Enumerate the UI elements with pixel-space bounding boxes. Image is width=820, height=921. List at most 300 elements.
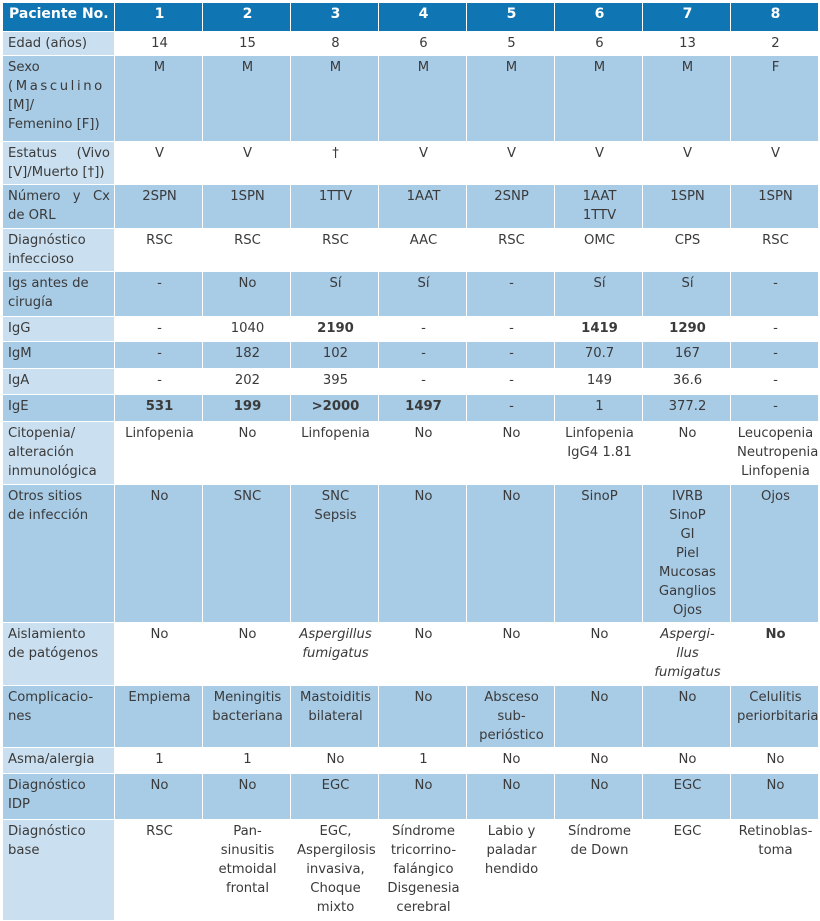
row-label-line: Aislamiento [8, 627, 86, 642]
row-label [3, 422, 115, 485]
cell-patient-3 [291, 485, 379, 623]
cell-line: toma [758, 843, 793, 858]
cell-line: Linfopenia [565, 426, 634, 441]
cell-patient-5 [467, 317, 555, 342]
row-label [3, 229, 115, 272]
header-cell-patient-3: 3 [291, 3, 379, 32]
cell-patient-4 [379, 369, 467, 395]
cell-line: Síndrome [392, 824, 455, 839]
table-row [3, 342, 819, 369]
row-label [3, 272, 115, 317]
row-label [3, 623, 115, 686]
row-label [3, 820, 115, 921]
cell-line: 6 [419, 36, 428, 51]
cell-line: No [414, 690, 433, 705]
row-label-line: Igs antes de [8, 276, 89, 291]
cell-patient-3 [291, 272, 379, 317]
cell-line: No [414, 778, 433, 793]
cell-line: 70.7 [584, 346, 615, 361]
cell-line: RSC [322, 233, 349, 248]
cell-patient-3 [291, 395, 379, 422]
cell-patient-3 [291, 686, 379, 748]
row-label-line: Citopenia/ [8, 426, 76, 441]
cell-line: - [509, 346, 514, 361]
cell-line: Aspergilosis [297, 843, 376, 858]
cell-line: GI [680, 527, 695, 542]
row-label-line: infeccioso [8, 252, 74, 267]
cell-line: Celulitis [749, 690, 802, 705]
cell-patient-2 [203, 317, 291, 342]
row-label-line: inmunológica [8, 464, 97, 479]
row-label-line: Estatus (Vivo [8, 146, 110, 161]
cell-patient-4 [379, 56, 467, 142]
cell-line: M [593, 60, 606, 75]
cell-patient-2 [203, 32, 291, 56]
cell-patient-8 [731, 623, 819, 686]
cell-patient-7 [643, 422, 731, 485]
cell-patient-7 [643, 32, 731, 56]
cell-line: - [509, 321, 514, 336]
cell-patient-5 [467, 56, 555, 142]
cell-patient-5 [467, 774, 555, 820]
cell-patient-1 [115, 623, 203, 686]
cell-line: 1040 [230, 321, 265, 336]
cell-patient-1 [115, 686, 203, 748]
cell-line: V [242, 146, 253, 161]
cell-line: cerebral [396, 900, 451, 915]
cell-line: 2SPN [142, 189, 177, 204]
cell-line: EGC, [319, 824, 352, 839]
cell-line: No [502, 627, 521, 642]
cell-line: fumigatus [654, 665, 721, 680]
cell-line: 2190 [317, 321, 354, 336]
row-label-line: IgG [8, 321, 31, 336]
cell-line: V [154, 146, 165, 161]
cell-line: Absceso sub- [484, 690, 539, 724]
cell-line: 1AAT [582, 189, 617, 204]
cell-patient-2 [203, 820, 291, 921]
cell-line: etmoidal [218, 862, 277, 877]
cell-patient-2 [203, 623, 291, 686]
cell-line: Síndrome [568, 824, 631, 839]
cell-line: 15 [239, 36, 256, 51]
cell-patient-7 [643, 272, 731, 317]
cell-patient-3 [291, 56, 379, 142]
header-cell-patient-4: 4 [379, 3, 467, 32]
cell-line: No [502, 752, 521, 767]
cell-line: No [590, 752, 609, 767]
cell-line: Sí [329, 276, 342, 291]
cell-line: EGC [673, 778, 702, 793]
header-cell-patient-1: 1 [115, 3, 203, 32]
cell-line: - [421, 373, 426, 388]
header-cell-patient-6: 6 [555, 3, 643, 32]
cell-patient-6 [555, 32, 643, 56]
cell-patient-3 [291, 32, 379, 56]
cell-patient-8 [731, 142, 819, 185]
cell-line: V [770, 146, 781, 161]
cell-line: Linfopenia [741, 464, 810, 479]
cell-line: 1497 [405, 399, 442, 414]
cell-line: - [421, 346, 426, 361]
row-label-line: Sexo [8, 60, 40, 75]
cell-patient-3 [291, 623, 379, 686]
cell-patient-1 [115, 369, 203, 395]
cell-line: 1AAT [406, 189, 441, 204]
cell-patient-6 [555, 774, 643, 820]
cell-patient-8 [731, 485, 819, 623]
table-row [3, 369, 819, 395]
cell-line: 1 [243, 752, 252, 767]
cell-patient-1 [115, 748, 203, 774]
row-label-line: Diagnóstico [8, 233, 86, 248]
cell-line: Piel [675, 546, 700, 561]
cell-line: No [590, 627, 609, 642]
cell-line: fumigatus [302, 646, 369, 661]
cell-patient-8 [731, 272, 819, 317]
cell-line: 102 [322, 346, 349, 361]
cell-line: 149 [586, 373, 613, 388]
cell-patient-7 [643, 623, 731, 686]
cell-line: - [773, 346, 778, 361]
table-header [3, 3, 819, 32]
cell-line: 2 [771, 36, 780, 51]
cell-line: 1 [595, 399, 604, 414]
cell-patient-5 [467, 686, 555, 748]
row-label-line: [M]/ [8, 98, 35, 113]
cell-line: invasiva, [306, 862, 365, 877]
row-label-line: Asma/alergia [8, 752, 95, 767]
cell-patient-8 [731, 369, 819, 395]
cell-patient-2 [203, 748, 291, 774]
cell-patient-4 [379, 229, 467, 272]
cell-line: hendido [484, 862, 539, 877]
cell-patient-1 [115, 342, 203, 369]
cell-line: - [773, 399, 778, 414]
cell-line: M [329, 60, 342, 75]
row-label-line: cirugía [8, 295, 53, 310]
cell-line: OMC [584, 233, 615, 248]
cell-patient-3 [291, 748, 379, 774]
cell-line: - [157, 346, 162, 361]
cell-line: 1TTV [318, 189, 353, 204]
table-row [3, 623, 819, 686]
row-label-line: de infección [8, 508, 89, 523]
cell-line: No [150, 778, 169, 793]
row-label [3, 342, 115, 369]
cell-patient-6 [555, 820, 643, 921]
row-label-line: Edad (años) [8, 36, 88, 51]
cell-patient-1 [115, 774, 203, 820]
cell-patient-4 [379, 317, 467, 342]
cell-line: V [418, 146, 429, 161]
cell-patient-5 [467, 422, 555, 485]
cell-line: - [157, 276, 162, 291]
cell-line: Mucosas [659, 565, 716, 580]
row-label-line: Otros sitios [8, 489, 83, 504]
row-label [3, 485, 115, 623]
cell-line: sinusitis [220, 843, 275, 858]
cell-line: Sí [681, 276, 694, 291]
cell-patient-3 [291, 229, 379, 272]
cell-line: No [326, 752, 345, 767]
cell-line: F [771, 60, 780, 75]
cell-patient-6 [555, 185, 643, 229]
cell-line: No [502, 489, 521, 504]
cell-patient-7 [643, 229, 731, 272]
table-row [3, 774, 819, 820]
row-label [3, 748, 115, 774]
cell-line: - [509, 373, 514, 388]
cell-patient-6 [555, 369, 643, 395]
cell-patient-6 [555, 485, 643, 623]
row-label-line: base [8, 843, 40, 858]
table-row [3, 272, 819, 317]
cell-line: No [238, 426, 257, 441]
row-label-line: de ORL [8, 208, 56, 223]
cell-line: Empiema [128, 690, 191, 705]
cell-patient-4 [379, 623, 467, 686]
cell-line: 167 [674, 346, 701, 361]
cell-line: bilateral [308, 709, 363, 724]
cell-line: Sí [417, 276, 430, 291]
cell-line: Retinoblas- [738, 824, 813, 839]
cell-line: mixto [316, 900, 355, 915]
cell-line: 1TTV [582, 208, 617, 223]
cell-patient-5 [467, 142, 555, 185]
cell-patient-5 [467, 272, 555, 317]
cell-patient-8 [731, 317, 819, 342]
cell-line: >2000 [311, 399, 360, 414]
cell-line: No [678, 752, 697, 767]
cell-patient-2 [203, 56, 291, 142]
cell-patient-6 [555, 272, 643, 317]
cell-line: No [765, 627, 786, 642]
cell-patient-2 [203, 142, 291, 185]
cell-patient-2 [203, 686, 291, 748]
cell-line: llus [676, 646, 699, 661]
cell-line: 1SPN [230, 189, 265, 204]
cell-patient-4 [379, 185, 467, 229]
cell-patient-1 [115, 820, 203, 921]
cell-line: No [590, 778, 609, 793]
cell-line: M [681, 60, 694, 75]
cell-line: SNC [233, 489, 262, 504]
cell-patient-1 [115, 422, 203, 485]
cell-patient-3 [291, 820, 379, 921]
row-label [3, 185, 115, 229]
cell-line: de Down [570, 843, 629, 858]
cell-patient-6 [555, 142, 643, 185]
cell-patient-5 [467, 369, 555, 395]
table-row [3, 395, 819, 422]
cell-line: Leucopenia [737, 426, 814, 441]
cell-patient-4 [379, 485, 467, 623]
cell-line: V [506, 146, 517, 161]
cell-line: 182 [234, 346, 261, 361]
cell-patient-1 [115, 56, 203, 142]
cell-line: frontal [225, 881, 270, 896]
cell-line: 377.2 [668, 399, 707, 414]
cell-patient-4 [379, 820, 467, 921]
cell-line: M [505, 60, 518, 75]
cell-line: IgG4 1.81 [567, 445, 632, 460]
cell-patient-6 [555, 395, 643, 422]
cell-line: 1419 [581, 321, 618, 336]
cell-patient-4 [379, 422, 467, 485]
header-cell-patient-7: 7 [643, 3, 731, 32]
row-label [3, 56, 115, 142]
cell-line: 1SPN [670, 189, 705, 204]
cell-line: Aspergi- [660, 627, 715, 642]
table-row [3, 820, 819, 921]
table-body [3, 32, 819, 921]
cell-patient-7 [643, 369, 731, 395]
cell-line: 1SPN [758, 189, 793, 204]
row-label [3, 317, 115, 342]
cell-patient-5 [467, 32, 555, 56]
cell-patient-8 [731, 56, 819, 142]
cell-line: Ojos [673, 603, 702, 618]
cell-line: No [414, 489, 433, 504]
cell-line: - [421, 321, 426, 336]
cell-line: - [773, 276, 778, 291]
cell-patient-2 [203, 395, 291, 422]
cell-patient-4 [379, 272, 467, 317]
cell-patient-1 [115, 229, 203, 272]
cell-line: No [238, 778, 257, 793]
cell-patient-5 [467, 748, 555, 774]
cell-patient-1 [115, 395, 203, 422]
cell-line: 1290 [669, 321, 706, 336]
cell-line: No [502, 778, 521, 793]
cell-line: IVRB [671, 489, 704, 504]
cell-patient-8 [731, 32, 819, 56]
cell-line: periorbitaria [737, 709, 819, 724]
row-label [3, 686, 115, 748]
cell-patient-7 [643, 820, 731, 921]
cell-patient-1 [115, 272, 203, 317]
row-label [3, 32, 115, 56]
row-label-line: Diagnóstico [8, 824, 86, 839]
row-label-line: IgE [8, 399, 29, 414]
cell-line: 36.6 [672, 373, 703, 388]
cell-line: CPS [674, 233, 701, 248]
cell-line: Pan- [233, 824, 262, 839]
row-label-line: alteración [8, 445, 74, 460]
cell-line: No [238, 627, 257, 642]
cell-patient-6 [555, 56, 643, 142]
cell-line: No [414, 627, 433, 642]
cell-line: M [153, 60, 166, 75]
row-label-line: Diagnóstico [8, 778, 86, 793]
cell-line: Ojos [761, 489, 790, 504]
row-label-line: nes [8, 709, 32, 724]
cell-line: 395 [322, 373, 349, 388]
cell-patient-6 [555, 317, 643, 342]
cell-line: - [773, 321, 778, 336]
cell-patient-6 [555, 422, 643, 485]
cell-patient-5 [467, 395, 555, 422]
cell-line: 1 [419, 752, 428, 767]
cell-line: No [238, 276, 257, 291]
cell-patient-2 [203, 272, 291, 317]
cell-line: Sepsis [314, 508, 357, 523]
header-cell-label: Paciente No. [3, 3, 115, 32]
cell-line: M [417, 60, 430, 75]
cell-line: tricorrino- [390, 843, 457, 858]
cell-patient-2 [203, 485, 291, 623]
cell-line: No [150, 489, 169, 504]
cell-patient-7 [643, 185, 731, 229]
cell-patient-8 [731, 686, 819, 748]
cell-line: RSC [146, 824, 173, 839]
table-row [3, 317, 819, 342]
cell-line: Neutropenia [737, 445, 819, 460]
cell-patient-3 [291, 317, 379, 342]
cell-line: - [157, 373, 162, 388]
cell-line: No [150, 627, 169, 642]
cell-patient-6 [555, 342, 643, 369]
row-label-line: (Masculino [8, 79, 105, 94]
cell-patient-5 [467, 185, 555, 229]
table-row [3, 422, 819, 485]
cell-patient-7 [643, 748, 731, 774]
cell-patient-8 [731, 422, 819, 485]
cell-patient-4 [379, 32, 467, 56]
cell-line: Linfopenia [301, 426, 370, 441]
cell-patient-7 [643, 485, 731, 623]
cell-patient-4 [379, 748, 467, 774]
cell-patient-7 [643, 774, 731, 820]
cell-patient-8 [731, 820, 819, 921]
cell-patient-3 [291, 342, 379, 369]
cell-patient-5 [467, 342, 555, 369]
cell-patient-2 [203, 774, 291, 820]
cell-patient-1 [115, 485, 203, 623]
cell-patient-3 [291, 774, 379, 820]
cell-patient-8 [731, 748, 819, 774]
cell-line: - [157, 321, 162, 336]
cell-line: No [678, 426, 697, 441]
cell-patient-8 [731, 229, 819, 272]
row-label-line: Complicacio- [8, 690, 94, 705]
cell-line: SinoP [581, 489, 618, 504]
cell-patient-4 [379, 774, 467, 820]
row-label-line: IgA [8, 373, 30, 388]
row-label [3, 395, 115, 422]
table-row [3, 185, 819, 229]
cell-line: V [594, 146, 605, 161]
cell-line: No [766, 752, 785, 767]
table-row [3, 229, 819, 272]
cell-line: falángico [393, 862, 454, 877]
cell-line: 5 [507, 36, 516, 51]
cell-patient-7 [643, 142, 731, 185]
cell-line: SNC [321, 489, 350, 504]
cell-patient-4 [379, 142, 467, 185]
cell-patient-8 [731, 395, 819, 422]
cell-line: EGC [321, 778, 350, 793]
cell-line: - [509, 399, 514, 414]
cell-line: perióstico [479, 728, 544, 743]
cell-line: 14 [151, 36, 168, 51]
cell-line: paladar [486, 843, 537, 858]
cell-patient-5 [467, 623, 555, 686]
cell-line: SinoP [669, 508, 706, 523]
cell-patient-2 [203, 369, 291, 395]
row-label [3, 142, 115, 185]
